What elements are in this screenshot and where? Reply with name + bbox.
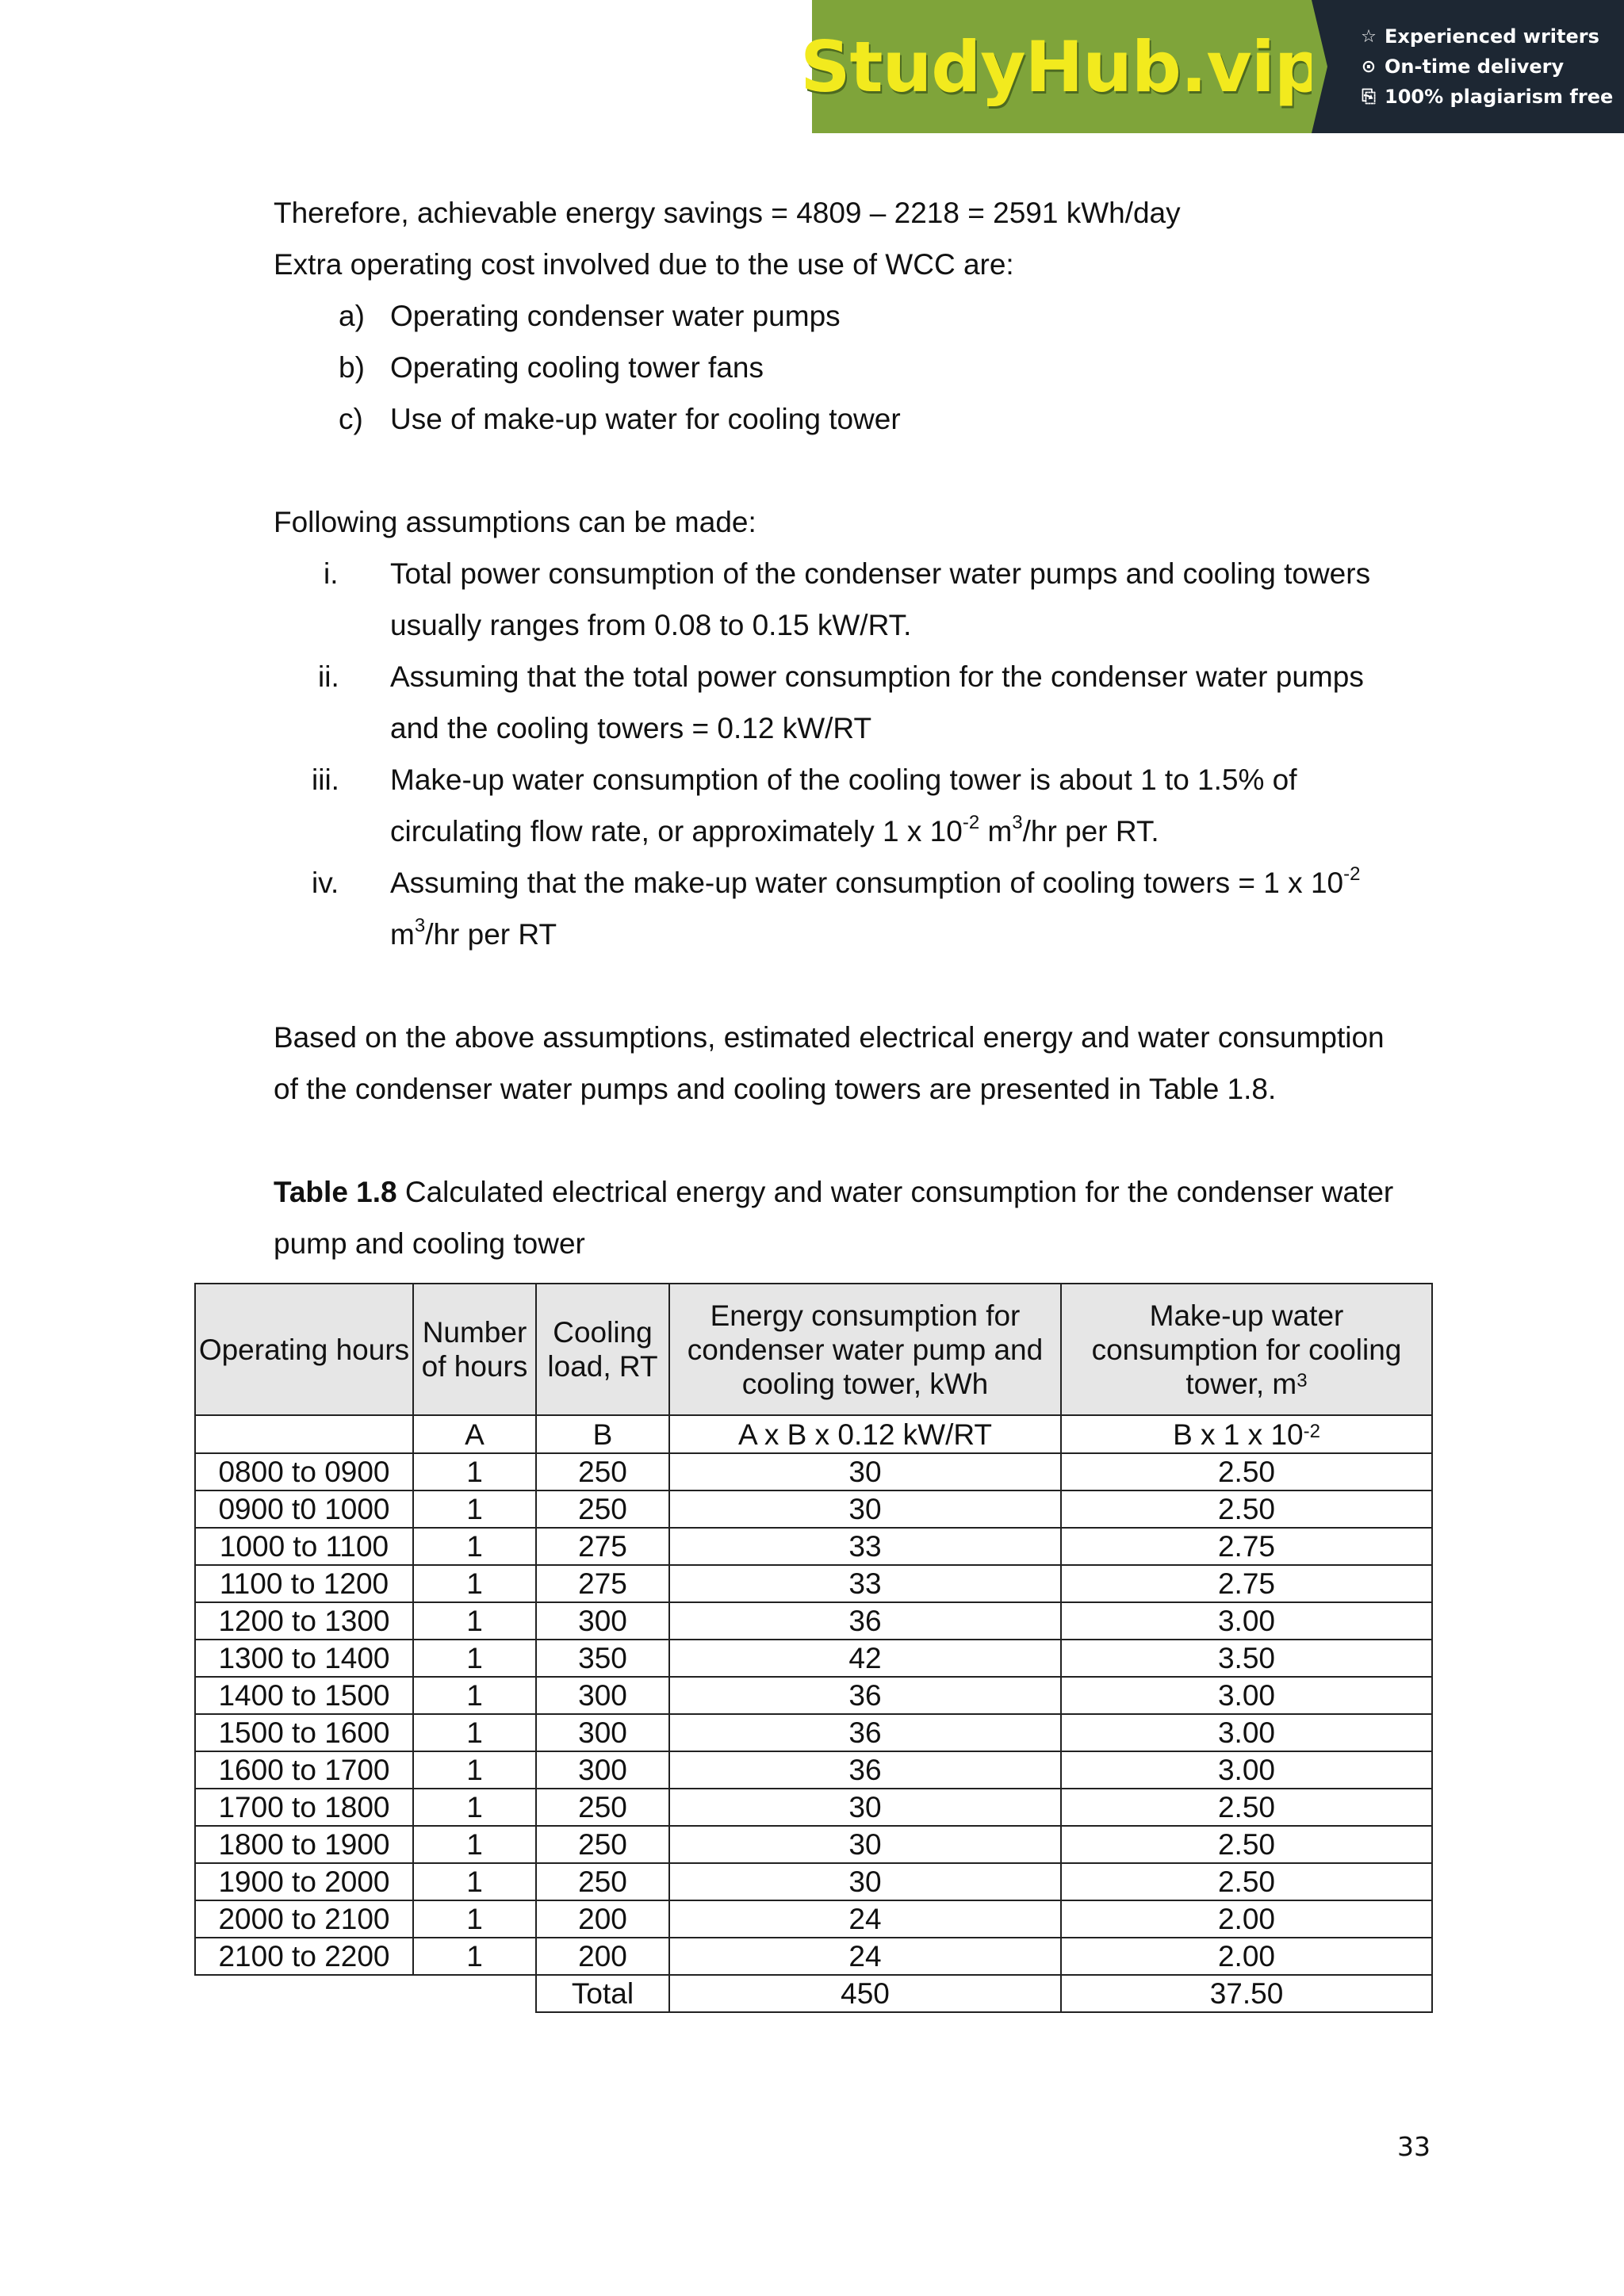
list-marker: ii. — [318, 660, 339, 693]
feature-label: On-time delivery — [1385, 55, 1565, 78]
table-header-row — [195, 1284, 1432, 1415]
table-cell — [195, 1415, 413, 1453]
list-item: Total power consumption of the condenser water pumps and cooling towers — [390, 557, 1371, 590]
table-row — [195, 1528, 1432, 1565]
table-row — [195, 1453, 1432, 1490]
hours-cell: 1300 to 1400 — [195, 1640, 413, 1677]
list-item: Assuming that the total power consumption for the condenser water pumps — [390, 660, 1364, 693]
superscript: 3 — [414, 915, 426, 936]
energy-cell: 30 — [669, 1826, 1061, 1863]
column-header: Number of hours — [413, 1284, 536, 1415]
table-row — [195, 1900, 1432, 1938]
makeup-cell: 2.00 — [1061, 1938, 1432, 1975]
number-cell: 1 — [413, 1863, 536, 1900]
load-cell: 200 — [536, 1900, 669, 1938]
caption-label: Table 1.8 — [274, 1176, 397, 1208]
hours-cell: 1000 to 1100 — [195, 1528, 413, 1565]
number-cell: 1 — [413, 1602, 536, 1640]
hours-cell: 1100 to 1200 — [195, 1565, 413, 1602]
hours-cell: 1600 to 1700 — [195, 1751, 413, 1789]
hours-cell: 0800 to 0900 — [195, 1453, 413, 1490]
energy-cell: 36 — [669, 1751, 1061, 1789]
makeup-cell: 3.50 — [1061, 1640, 1432, 1677]
table-total-row — [195, 1975, 1432, 2012]
table-row — [195, 1565, 1432, 1602]
column-header: Cooling load, RT — [536, 1284, 669, 1415]
load-cell: 300 — [536, 1714, 669, 1751]
superscript: 3 — [1012, 812, 1023, 833]
list-item: Make-up water consumption of the cooling tower is about 1 to 1.5% of — [390, 763, 1297, 796]
number-cell: 1 — [413, 1565, 536, 1602]
energy-cell: 30 — [669, 1453, 1061, 1490]
load-cell: 250 — [536, 1490, 669, 1528]
table-row — [195, 1677, 1432, 1714]
makeup-cell: 3.00 — [1061, 1751, 1432, 1789]
feature-label: 100% plagiarism free — [1385, 86, 1614, 108]
brand-logo[interactable]: StudyHub.vip — [800, 25, 1323, 108]
load-cell: 250 — [536, 1453, 669, 1490]
makeup-cell: 2.75 — [1061, 1565, 1432, 1602]
load-cell: 300 — [536, 1602, 669, 1640]
energy-cell: 30 — [669, 1490, 1061, 1528]
makeup-cell: 2.00 — [1061, 1900, 1432, 1938]
number-cell: 1 — [413, 1938, 536, 1975]
energy-cell: 36 — [669, 1602, 1061, 1640]
cell-text: B x 1 x 10 — [1173, 1418, 1304, 1451]
list-marker: c) — [339, 403, 363, 435]
hours-cell: 2000 to 2100 — [195, 1900, 413, 1938]
number-cell: 1 — [413, 1490, 536, 1528]
energy-cell: 30 — [669, 1789, 1061, 1826]
assumptions-intro: Following assumptions can be made: — [274, 506, 756, 538]
list-marker: a) — [339, 300, 365, 332]
table-row — [195, 1714, 1432, 1751]
table-row — [195, 1863, 1432, 1900]
number-cell: 1 — [413, 1789, 536, 1826]
number-cell: 1 — [413, 1640, 536, 1677]
makeup-cell: 3.00 — [1061, 1714, 1432, 1751]
number-cell: 1 — [413, 1677, 536, 1714]
table-row — [195, 1938, 1432, 1975]
table-cell: B — [536, 1415, 669, 1453]
table-caption-line2: pump and cooling tower — [274, 1227, 585, 1260]
makeup-cell: 2.50 — [1061, 1453, 1432, 1490]
makeup-cell: 2.50 — [1061, 1863, 1432, 1900]
feature-plagiarism-free — [1359, 86, 1624, 108]
superscript: -2 — [1303, 1420, 1320, 1442]
extra-cost-line: Extra operating cost involved due to the use of WCC are: — [274, 248, 1014, 281]
superscript: -2 — [1343, 863, 1361, 885]
banner-features — [1312, 0, 1624, 133]
makeup-cell: 2.50 — [1061, 1826, 1432, 1863]
energy-cell: 33 — [669, 1565, 1061, 1602]
makeup-cell: 2.75 — [1061, 1528, 1432, 1565]
list-marker: iv. — [312, 867, 339, 899]
list-item: usually ranges from 0.08 to 0.15 kW/RT. — [390, 609, 912, 641]
hours-cell: 1200 to 1300 — [195, 1602, 413, 1640]
table-cell — [1061, 1415, 1432, 1453]
feature-experienced-writers — [1359, 25, 1624, 48]
makeup-cell: 2.50 — [1061, 1490, 1432, 1528]
hours-cell: 0900 t0 1000 — [195, 1490, 413, 1528]
makeup-cell: 3.00 — [1061, 1677, 1432, 1714]
star-icon: ☆ — [1361, 26, 1377, 47]
feature-on-time-delivery — [1359, 55, 1624, 78]
list-marker: iii. — [312, 763, 339, 796]
energy-cell: 36 — [669, 1677, 1061, 1714]
load-cell: 250 — [536, 1863, 669, 1900]
table-cell: A x B x 0.12 kW/RT — [669, 1415, 1061, 1453]
number-cell: 1 — [413, 1826, 536, 1863]
load-cell: 250 — [536, 1789, 669, 1826]
table-row — [195, 1602, 1432, 1640]
number-cell: 1 — [413, 1528, 536, 1565]
list-marker: b) — [339, 351, 365, 384]
hours-cell: 1900 to 2000 — [195, 1863, 413, 1900]
list-item — [390, 812, 1159, 848]
superscript: 3 — [1297, 1369, 1308, 1391]
paragraph-line: of the condenser water pumps and cooling towers are presented in Table 1.8. — [274, 1073, 1277, 1105]
text-run: Assuming that the make-up water consumption of cooling towers = 1 x 10 — [390, 867, 1344, 899]
list-item — [390, 863, 1361, 900]
text-run: /hr per RT. — [1022, 815, 1159, 848]
text-run: circulating flow rate, or approximately 1 x 10 — [390, 815, 963, 848]
load-cell: 350 — [536, 1640, 669, 1677]
hours-cell: 1500 to 1600 — [195, 1714, 413, 1751]
table-subheader-row — [195, 1415, 1432, 1453]
table-row — [195, 1490, 1432, 1528]
savings-line: Therefore, achievable energy savings = 4809 – 2218 = 2591 kWh/day — [274, 197, 1181, 229]
makeup-cell: 2.50 — [1061, 1789, 1432, 1826]
table-row — [195, 1640, 1432, 1677]
number-cell: 1 — [413, 1900, 536, 1938]
table-cell: A — [413, 1415, 536, 1453]
clock-icon: ⊙ — [1361, 56, 1377, 77]
feature-label: Experienced writers — [1385, 25, 1599, 48]
banner-logo-panel[interactable] — [800, 0, 1323, 133]
column-header: Operating hours — [195, 1284, 413, 1415]
number-cell: 1 — [413, 1751, 536, 1789]
total-label: Total — [536, 1975, 669, 2012]
list-item: Operating condenser water pumps — [390, 300, 841, 332]
number-cell: 1 — [413, 1453, 536, 1490]
promo-banner[interactable] — [800, 0, 1624, 133]
list-item: Use of make-up water for cooling tower — [390, 403, 901, 435]
load-cell: 275 — [536, 1528, 669, 1565]
text-run: m — [390, 918, 415, 951]
caption-text: Calculated electrical energy and water consumption for the condenser water — [396, 1176, 1394, 1208]
header-text: Make-up water consumption for cooling tower, m — [1091, 1299, 1402, 1400]
hours-cell: 2100 to 2200 — [195, 1938, 413, 1975]
load-cell: 250 — [536, 1826, 669, 1863]
empty-cell — [195, 1975, 413, 2012]
table-row — [195, 1826, 1432, 1863]
energy-cell: 33 — [669, 1528, 1061, 1565]
page-number: 33 — [1397, 2131, 1431, 2162]
hours-cell: 1700 to 1800 — [195, 1789, 413, 1826]
table-caption — [274, 1176, 1393, 1209]
energy-cell: 42 — [669, 1640, 1061, 1677]
total-energy: 450 — [669, 1975, 1061, 2012]
hours-cell: 1400 to 1500 — [195, 1677, 413, 1714]
list-item: Operating cooling tower fans — [390, 351, 764, 384]
column-header — [1061, 1284, 1432, 1415]
total-makeup: 37.50 — [1061, 1975, 1432, 2012]
list-item — [390, 915, 557, 951]
energy-cell: 24 — [669, 1900, 1061, 1938]
superscript: -2 — [962, 812, 980, 833]
list-marker: i. — [324, 557, 339, 590]
list-item: and the cooling towers = 0.12 kW/RT — [390, 712, 872, 744]
paragraph-line: Based on the above assumptions, estimated electrical energy and water consumption — [274, 1021, 1385, 1054]
load-cell: 300 — [536, 1677, 669, 1714]
energy-cell: 36 — [669, 1714, 1061, 1751]
text-run: /hr per RT — [425, 918, 557, 951]
banner-arrow-shape — [1312, 0, 1327, 133]
table-row — [195, 1789, 1432, 1826]
makeup-cell: 3.00 — [1061, 1602, 1432, 1640]
table-body — [195, 1415, 1432, 2012]
energy-cell: 30 — [669, 1863, 1061, 1900]
consumption-table — [194, 1283, 1433, 2013]
empty-cell — [413, 1975, 536, 2012]
number-cell: 1 — [413, 1714, 536, 1751]
energy-cell: 24 — [669, 1938, 1061, 1975]
document-icon: ⎘ — [1362, 86, 1376, 107]
load-cell: 275 — [536, 1565, 669, 1602]
text-run: m — [979, 815, 1013, 848]
load-cell: 200 — [536, 1938, 669, 1975]
table-row — [195, 1751, 1432, 1789]
hours-cell: 1800 to 1900 — [195, 1826, 413, 1863]
load-cell: 300 — [536, 1751, 669, 1789]
column-header: Energy consumption for condenser water pump and cooling tower, kWh — [669, 1284, 1061, 1415]
